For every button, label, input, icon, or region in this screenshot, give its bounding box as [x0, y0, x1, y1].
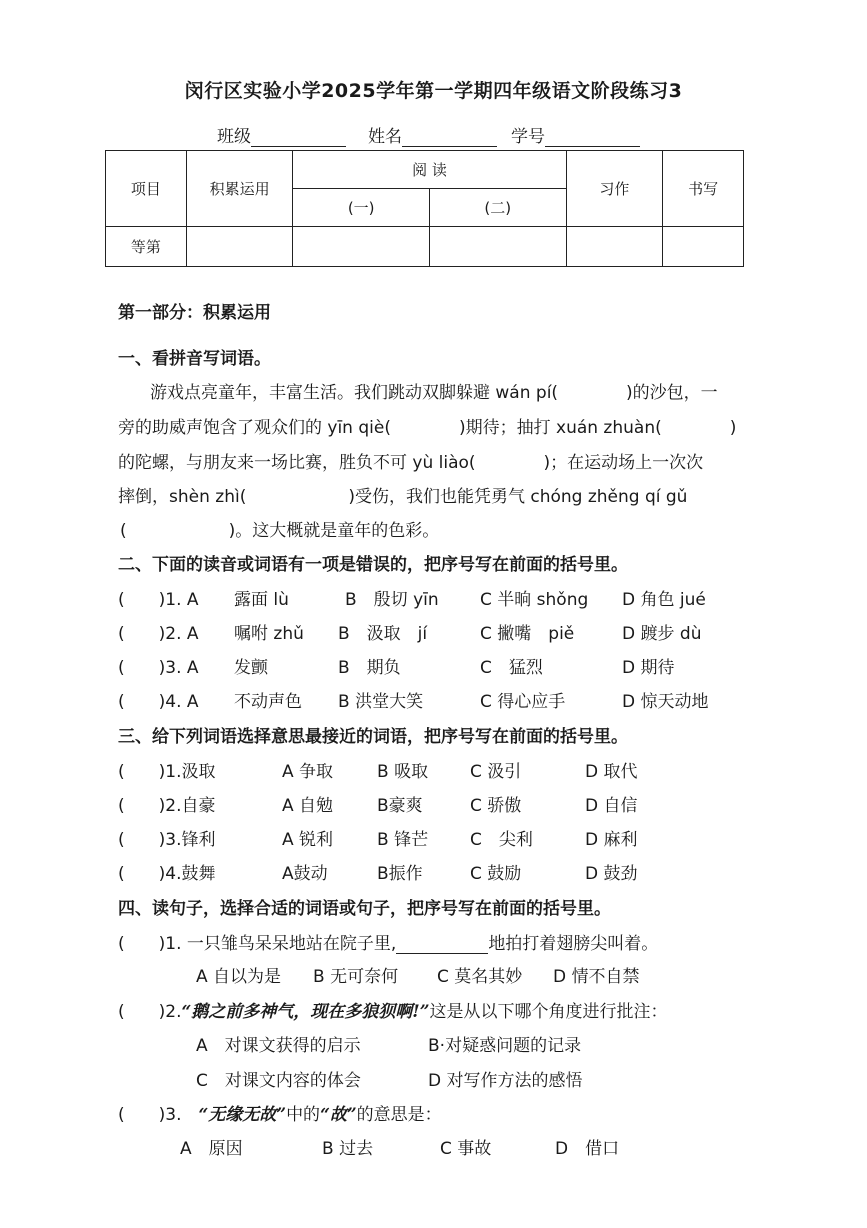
q2-row-num: )2. A — [158, 624, 199, 644]
q4-3-tail: 的意思是： — [356, 1105, 442, 1125]
q1-line-2: 旁的助威声饱含了观众们的 yīn qiè( )期待；抽打 xuán zhuàn( ) — [118, 418, 737, 438]
header-accumulate: 积累运用 — [186, 151, 293, 227]
q4-heading: 四、读句子，选择合适的词语或句子，把序号写在前面的括号里。 — [118, 899, 611, 919]
answer-paren[interactable]: ( — [118, 796, 159, 816]
q2-3-a: 发颤 — [234, 658, 268, 678]
q3-heading: 三、给下列词语选择意思最接近的词语，把序号写在前面的括号里。 — [118, 727, 628, 747]
q2-1-d: D 角色 jué — [622, 590, 706, 610]
q2-3-d: D 期待 — [622, 658, 675, 678]
q4-1-text: )1. 一只雏鸟呆呆地站在院子里, — [158, 934, 397, 954]
q3-2-c: C 骄傲 — [470, 796, 522, 816]
q2-1-a: 露面 lù — [234, 590, 289, 610]
q2-1-c: C 半晌 shǒng — [480, 590, 589, 610]
q3-1-b: B 吸取 — [377, 762, 429, 782]
q3-4-a: A鼓动 — [282, 864, 328, 884]
q2-3-c: C 猛烈 — [480, 658, 543, 678]
q3-4-d: D 鼓劲 — [585, 864, 638, 884]
q4-2-opt-c: C 对课文内容的体会 — [196, 1071, 361, 1091]
q3-2-a: A 自勉 — [282, 796, 334, 816]
q3-row-num: )2.自豪 — [158, 796, 216, 816]
q4-2-tail: 这是从以下哪个角度进行批注： — [429, 1002, 668, 1022]
q2-row-3 — [118, 653, 199, 678]
q4-3-opt-c: C 事故 — [440, 1139, 492, 1159]
q4-2-num: )2. — [158, 1002, 182, 1022]
q1-line-1: 游戏点亮童年，丰富生活。我们跳动双脚躲避 wán pí( )的沙包，一 — [150, 383, 718, 403]
q2-4-d: D 惊天动地 — [622, 692, 709, 712]
class-blank[interactable] — [251, 128, 346, 147]
q4-2-quote: “鹅之前多神气，现在多狼狈啊!” — [181, 1002, 430, 1022]
q2-row-2 — [118, 619, 199, 644]
name-label: 姓名 — [368, 127, 402, 147]
q3-2-b: B豪爽 — [377, 796, 423, 816]
name-field — [368, 122, 497, 147]
q2-row-1 — [118, 585, 199, 610]
part1-heading: 第一部分：积累运用 — [118, 303, 271, 323]
student-id-field — [511, 122, 640, 147]
q4-3-num: )3. — [158, 1105, 199, 1125]
q3-row-num: )4.鼓舞 — [158, 864, 216, 884]
answer-paren[interactable]: ( — [118, 762, 159, 782]
q4-2-stem — [118, 997, 668, 1022]
name-blank[interactable] — [402, 128, 497, 147]
q4-3-opt-b: B 过去 — [322, 1139, 374, 1159]
grade-cell-handwriting[interactable] — [663, 227, 744, 267]
q4-2-opt-d: D 对写作方法的感悟 — [428, 1071, 583, 1091]
q3-2-d: D 自信 — [585, 796, 638, 816]
student-id-blank[interactable] — [545, 128, 640, 147]
q4-3-char: “故” — [320, 1105, 357, 1125]
answer-paren[interactable]: ( — [118, 624, 159, 644]
answer-paren[interactable]: ( — [118, 590, 159, 610]
grade-label: 等第 — [106, 227, 187, 267]
q2-3-b: B 期负 — [338, 658, 401, 678]
q4-3-mid: 中的 — [286, 1105, 321, 1125]
answer-paren[interactable]: ( — [118, 934, 159, 954]
q4-1-tail: 地拍打着翅膀尖叫着。 — [488, 934, 659, 954]
q3-1-c: C 汲引 — [470, 762, 522, 782]
q4-3-opt-a: A 原因 — [180, 1139, 243, 1159]
answer-paren[interactable]: ( — [118, 692, 159, 712]
q3-1-a: A 争取 — [282, 762, 334, 782]
grade-cell-writing[interactable] — [566, 227, 663, 267]
q2-heading: 二、下面的读音或词语有一项是错误的，把序号写在前面的括号里。 — [118, 555, 628, 575]
answer-paren[interactable]: ( — [118, 1002, 159, 1022]
answer-paren[interactable]: ( — [118, 830, 159, 850]
q3-row-4 — [118, 859, 216, 884]
q4-1-blank[interactable] — [396, 937, 488, 954]
q2-4-c: C 得心应手 — [480, 692, 566, 712]
q3-row-1 — [118, 757, 216, 782]
q3-row-2 — [118, 791, 216, 816]
q4-3-stem — [118, 1100, 442, 1125]
header-writing: 习作 — [566, 151, 663, 227]
q2-2-a: 嘱咐 zhǔ — [234, 624, 304, 644]
q3-4-c: C 鼓励 — [470, 864, 522, 884]
q4-3-quote: “无缘无故” — [198, 1105, 287, 1125]
q4-1-opt-b: B 无可奈何 — [313, 967, 399, 987]
q1-line-4: 摔倒，shèn zhì( )受伤，我们也能凭勇气 chóng zhěng qí gǔ — [118, 487, 688, 507]
student-id-label: 学号 — [511, 127, 545, 147]
q4-1-stem — [118, 929, 658, 954]
answer-paren[interactable]: ( — [118, 864, 159, 884]
q2-row-num: )1. A — [158, 590, 199, 610]
q3-3-c: C 尖利 — [470, 830, 533, 850]
q2-2-b: B 汲取 jí — [338, 624, 428, 644]
header-reading-1: (一) — [293, 189, 430, 227]
grade-cell-reading-2[interactable] — [429, 227, 566, 267]
class-field — [217, 122, 346, 147]
q3-3-a: A 锐利 — [282, 830, 334, 850]
q2-2-c: C 撇嘴 piě — [480, 624, 575, 644]
q3-row-3 — [118, 825, 216, 850]
q2-4-a: 不动声色 — [234, 692, 302, 712]
q4-1-opt-c: C 莫名其妙 — [437, 967, 523, 987]
grade-cell-reading-1[interactable] — [293, 227, 430, 267]
q4-1-opt-a: A 自以为是 — [196, 967, 282, 987]
q4-2-opt-b: B·对疑惑问题的记录 — [428, 1036, 582, 1056]
q3-4-b: B振作 — [377, 864, 423, 884]
q3-3-b: B 锋芒 — [377, 830, 429, 850]
header-reading: 阅 读 — [293, 151, 566, 189]
q2-1-b: B 殷切 yīn — [345, 590, 439, 610]
q1-heading: 一、看拼音写词语。 — [118, 349, 271, 369]
q1-line-3: 的陀螺，与朋友来一场比赛，胜负不可 yù liào( )；在运动场上一次次 — [118, 453, 704, 473]
q3-row-num: )3.锋利 — [158, 830, 216, 850]
header-item: 项目 — [106, 151, 187, 227]
grade-cell-accumulate[interactable] — [186, 227, 293, 267]
header-reading-2: (二) — [429, 189, 566, 227]
q2-row-num: )4. A — [158, 692, 199, 712]
q4-1-opt-d: D 情不自禁 — [553, 967, 640, 987]
q2-row-4 — [118, 687, 199, 712]
header-handwriting: 书写 — [663, 151, 744, 227]
q3-1-d: D 取代 — [585, 762, 638, 782]
class-label: 班级 — [217, 127, 251, 147]
answer-paren[interactable]: ( — [118, 1105, 159, 1125]
q4-2-opt-a: A 对课文获得的启示 — [196, 1036, 361, 1056]
q2-row-num: )3. A — [158, 658, 199, 678]
q3-row-num: )1.汲取 — [158, 762, 216, 782]
answer-paren[interactable]: ( — [118, 658, 159, 678]
score-table — [105, 150, 744, 267]
page-title: 闵行区实验小学2025学年第一学期四年级语文阶段练习3 — [184, 80, 683, 102]
q1-line-5: ( )。这大概就是童年的色彩。 — [120, 521, 440, 541]
q3-3-d: D 麻利 — [585, 830, 638, 850]
q2-4-b: B 洪堂大笑 — [338, 692, 424, 712]
q4-3-opt-d: D 借口 — [555, 1139, 620, 1159]
q2-2-d: D 踱步 dù — [622, 624, 702, 644]
